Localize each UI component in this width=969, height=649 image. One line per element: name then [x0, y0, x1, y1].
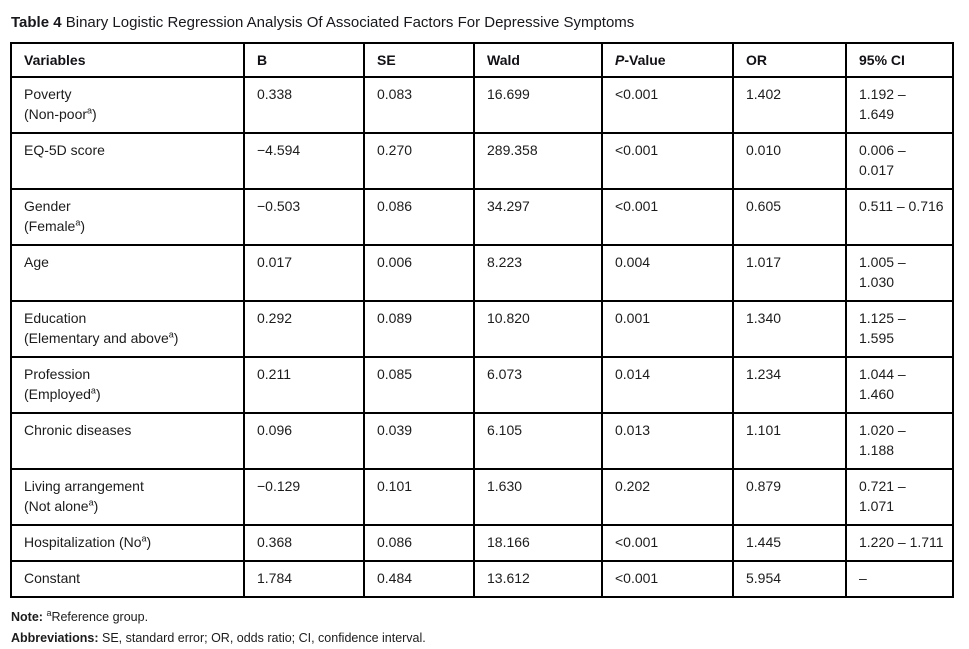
note-text: $^a$Reference group. — [46, 607, 149, 624]
cell-or: 1.340 — [733, 301, 846, 357]
cell-b: 0.096 — [244, 413, 364, 469]
cell-p: 0.001 — [602, 301, 733, 357]
cell-variable: Profession (Employed$^a$) — [11, 357, 244, 413]
cell-p: 0.202 — [602, 469, 733, 525]
cell-se: 0.085 — [364, 357, 474, 413]
cell-se: 0.006 — [364, 245, 474, 301]
column-header-3: Wald — [474, 43, 602, 77]
cell-wald: 289.358 — [474, 133, 602, 189]
cell-se: 0.039 — [364, 413, 474, 469]
cell-or: 0.605 — [733, 189, 846, 245]
table-row — [11, 133, 953, 189]
cell-b: 0.368 — [244, 525, 364, 561]
cell-wald: 8.223 — [474, 245, 602, 301]
table-row — [11, 301, 953, 357]
cell-b: 1.784 — [244, 561, 364, 597]
cell-se: 0.101 — [364, 469, 474, 525]
table-row — [11, 469, 953, 525]
cell-ci: 1.220 – 1.711 — [846, 525, 953, 561]
cell-b: −0.129 — [244, 469, 364, 525]
cell-or: 1.101 — [733, 413, 846, 469]
table-header — [11, 43, 953, 77]
note-label: Note: — [11, 610, 43, 624]
cell-or: 0.879 — [733, 469, 846, 525]
cell-p: 0.014 — [602, 357, 733, 413]
column-header-5: OR — [733, 43, 846, 77]
cell-wald: 6.105 — [474, 413, 602, 469]
cell-variable: Education (Elementary and above$^a$) — [11, 301, 244, 357]
cell-or: 5.954 — [733, 561, 846, 597]
cell-ci: 0.006 – 0.017 — [846, 133, 953, 189]
column-header-0: Variables — [11, 43, 244, 77]
cell-se: 0.484 — [364, 561, 474, 597]
abbreviations-label: Abbreviations: — [11, 631, 99, 645]
footnotes — [11, 607, 969, 649]
table-row — [11, 413, 953, 469]
cell-wald: 16.699 — [474, 77, 602, 133]
table-row — [11, 77, 953, 133]
cell-b: 0.017 — [244, 245, 364, 301]
cell-se: 0.083 — [364, 77, 474, 133]
abbreviations-text: SE, standard error; OR, odds ratio; CI, confidence interval. — [102, 631, 426, 645]
table-title-text: Binary Logistic Regression Analysis Of Associated Factors For Depressive Symptoms — [65, 14, 635, 31]
cell-b: −0.503 — [244, 189, 364, 245]
cell-ci: 1.192 – 1.649 — [846, 77, 953, 133]
column-header-2: SE — [364, 43, 474, 77]
cell-wald: 18.166 — [474, 525, 602, 561]
cell-ci: 1.044 – 1.460 — [846, 357, 953, 413]
cell-variable: Living arrangement (Not alone$^a$) — [11, 469, 244, 525]
cell-b: 0.292 — [244, 301, 364, 357]
cell-or: 1.445 — [733, 525, 846, 561]
table-title-label: Table 4 — [11, 14, 62, 31]
cell-ci: 0.511 – 0.716 — [846, 189, 953, 245]
table-row — [11, 357, 953, 413]
table-row — [11, 561, 953, 597]
cell-variable: Gender (Female$^a$) — [11, 189, 244, 245]
regression-table — [10, 42, 954, 598]
cell-ci: 1.125 – 1.595 — [846, 301, 953, 357]
cell-or: 1.017 — [733, 245, 846, 301]
cell-or: 1.234 — [733, 357, 846, 413]
table-body — [11, 77, 953, 597]
cell-or: 1.402 — [733, 77, 846, 133]
cell-wald: 34.297 — [474, 189, 602, 245]
table-row — [11, 525, 953, 561]
cell-variable: Constant — [11, 561, 244, 597]
table-header-row — [11, 43, 953, 77]
column-header-1: B — [244, 43, 364, 77]
table-row — [11, 245, 953, 301]
cell-b: 0.338 — [244, 77, 364, 133]
cell-se: 0.270 — [364, 133, 474, 189]
cell-p: <0.001 — [602, 561, 733, 597]
cell-ci: 1.005 – 1.030 — [846, 245, 953, 301]
column-header-6: 95% CI — [846, 43, 953, 77]
note-line — [11, 607, 969, 628]
cell-wald: 6.073 — [474, 357, 602, 413]
cell-p: <0.001 — [602, 525, 733, 561]
cell-se: 0.086 — [364, 525, 474, 561]
cell-wald: 1.630 — [474, 469, 602, 525]
cell-ci: 0.721 – 1.071 — [846, 469, 953, 525]
table-title — [11, 12, 969, 33]
cell-se: 0.086 — [364, 189, 474, 245]
cell-se: 0.089 — [364, 301, 474, 357]
cell-p: <0.001 — [602, 189, 733, 245]
cell-p: <0.001 — [602, 77, 733, 133]
cell-variable: Hospitalization (No$^a$) — [11, 525, 244, 561]
cell-p: 0.013 — [602, 413, 733, 469]
cell-or: 0.010 — [733, 133, 846, 189]
cell-variable: EQ-5D score — [11, 133, 244, 189]
table-row — [11, 189, 953, 245]
cell-wald: 10.820 — [474, 301, 602, 357]
abbreviations-line — [11, 628, 969, 649]
cell-variable: Age — [11, 245, 244, 301]
cell-p: 0.004 — [602, 245, 733, 301]
cell-ci: – — [846, 561, 953, 597]
cell-ci: 1.020 – 1.188 — [846, 413, 953, 469]
column-header-4: P-Value — [602, 43, 733, 77]
cell-wald: 13.612 — [474, 561, 602, 597]
cell-variable: Poverty (Non-poor$^a$) — [11, 77, 244, 133]
cell-b: −4.594 — [244, 133, 364, 189]
cell-p: <0.001 — [602, 133, 733, 189]
cell-variable: Chronic diseases — [11, 413, 244, 469]
cell-b: 0.211 — [244, 357, 364, 413]
